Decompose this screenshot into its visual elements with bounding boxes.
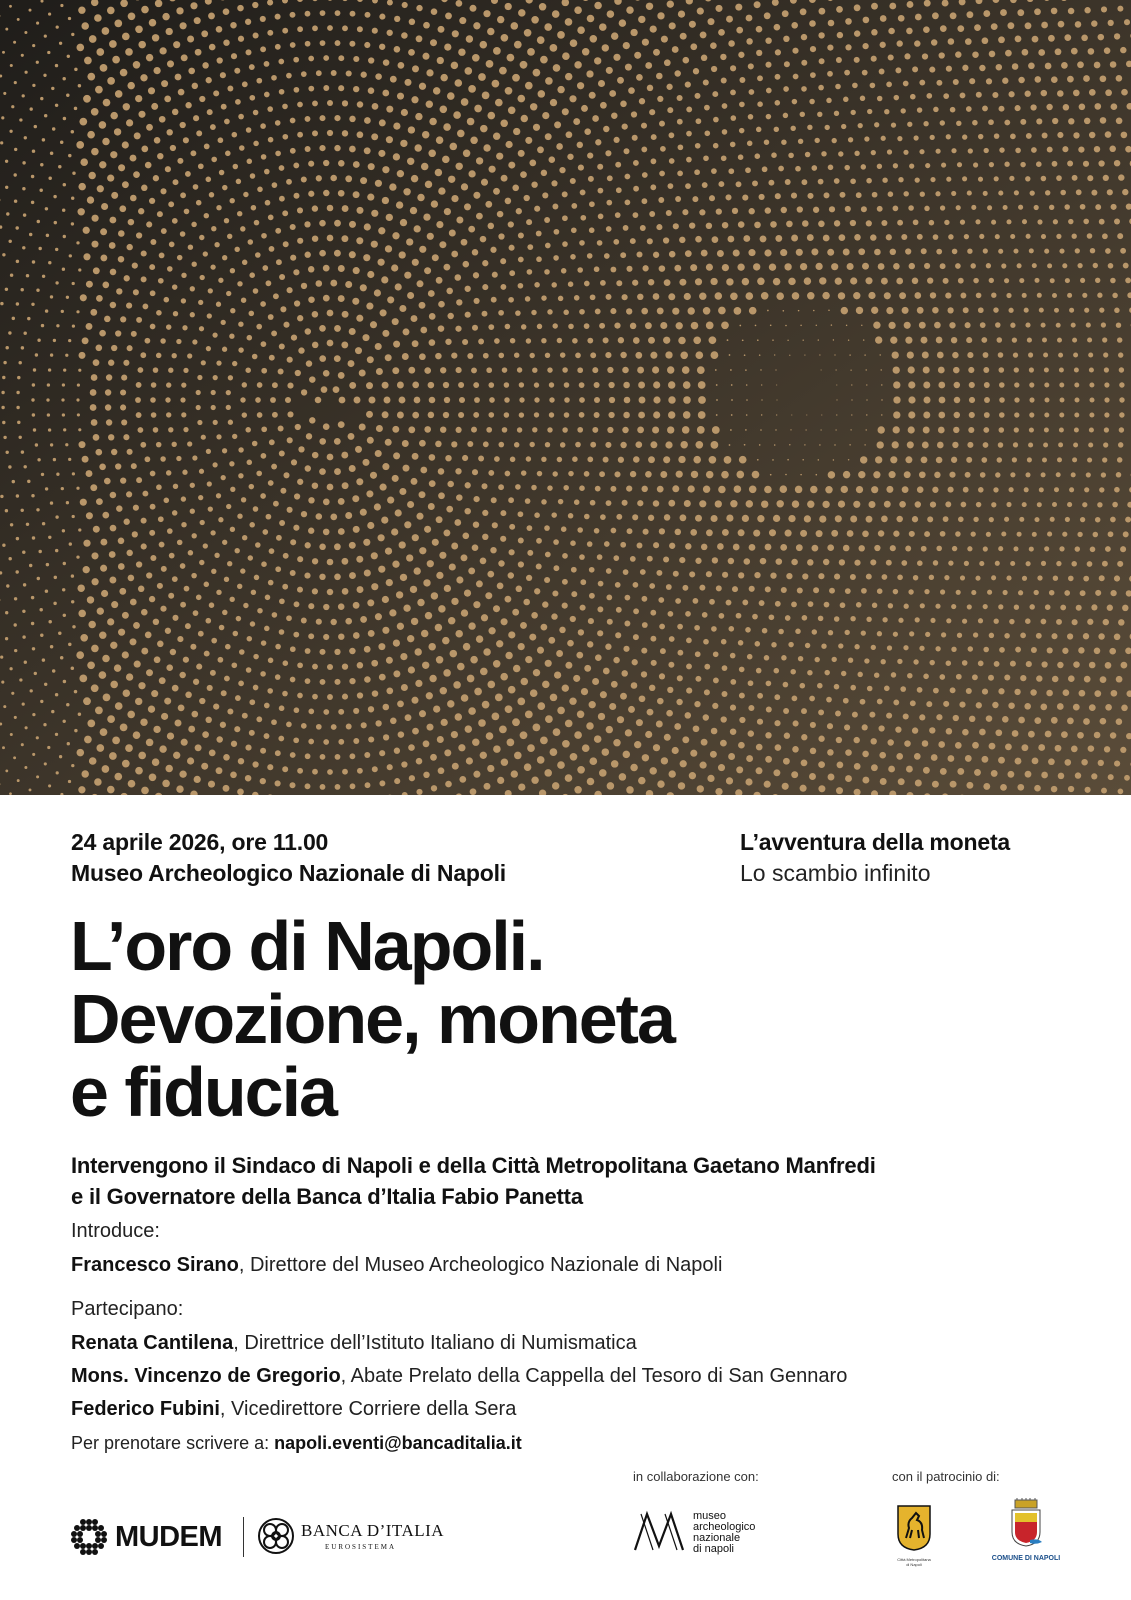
- series-title: L’avventura della moneta: [740, 829, 1011, 855]
- banca-italia-name: BANCA D’ITALIA: [301, 1521, 445, 1540]
- mann-logo: [633, 1510, 755, 1556]
- introducer: [71, 1254, 722, 1277]
- person-role: , Abate Prelato della Cappella del Tesoro di San Gennaro: [340, 1365, 848, 1387]
- main-title-line-1: L’oro di Napoli.: [70, 907, 544, 985]
- banca-italia-seal-icon: [256, 1516, 296, 1556]
- caption-line: di Napoli: [906, 1562, 922, 1567]
- banca-italia-wordmark: [301, 1521, 444, 1551]
- mann-mark-icon: [633, 1510, 691, 1556]
- main-title-line-3: e fiducia: [70, 1053, 336, 1131]
- banca-italia-subtitle: EUROSISTEMA: [325, 1543, 397, 1551]
- person-role: , Direttrice dell’Istituto Italiano di Numismatica: [233, 1332, 637, 1354]
- speakers-intro-line-1: Intervengono il Sindaco di Napoli e della Città Metropolitana Gaetano Manfredi: [71, 1153, 876, 1178]
- participant: [71, 1398, 516, 1421]
- introduce-label: Introduce:: [71, 1220, 160, 1242]
- booking-info: [71, 1433, 522, 1454]
- person-name: Mons. Vincenzo de Gregorio: [71, 1365, 341, 1387]
- speakers-intro-line-2: e il Governatore della Banca d’Italia Fabio Panetta: [71, 1184, 583, 1209]
- main-title-line-2: Devozione, moneta: [70, 980, 674, 1058]
- collaboration-label: in collaborazione con:: [633, 1469, 759, 1484]
- mann-line: museo: [693, 1510, 727, 1522]
- participant: [71, 1332, 637, 1355]
- participant: [71, 1365, 847, 1388]
- event-date: 24 aprile 2026, ore 11.00: [71, 829, 329, 855]
- person-role: , Direttore del Museo Archeologico Nazionale di Napoli: [238, 1254, 723, 1276]
- event-venue: Museo Archeologico Nazionale di Napoli: [71, 860, 506, 886]
- mudem-wordmark: MUDEM: [115, 1520, 223, 1553]
- comune-napoli-logo: [988, 1498, 1064, 1562]
- main-title: [70, 907, 674, 1131]
- comune-napoli-caption: COMUNE DI NAPOLI: [991, 1555, 1061, 1562]
- mudem-logo: [70, 1518, 222, 1556]
- citta-metropolitana-caption: [892, 1557, 936, 1567]
- citta-metropolitana-logo: [892, 1504, 936, 1567]
- banca-italia-logo: [256, 1516, 444, 1556]
- person-name: Federico Fubini: [71, 1398, 220, 1420]
- logo-divider: [243, 1517, 244, 1557]
- participants-label: Partecipano:: [71, 1298, 184, 1320]
- mann-line: nazionale: [693, 1532, 741, 1544]
- series-subtitle: Lo scambio infinito: [740, 860, 931, 886]
- mann-line: archeologico: [693, 1521, 756, 1533]
- mudem-icon: [70, 1518, 108, 1556]
- booking-text: Per prenotare scrivere a:: [71, 1433, 275, 1453]
- mann-wordmark: [693, 1511, 755, 1555]
- comune-crest-icon: [1008, 1498, 1044, 1548]
- mann-line: di napoli: [693, 1543, 734, 1555]
- person-name: Renata Cantilena: [71, 1332, 234, 1354]
- speakers-intro: [71, 1150, 876, 1212]
- horse-crest-icon: [896, 1504, 932, 1552]
- booking-email-link[interactable]: napoli.eventi@bancaditalia.it: [274, 1433, 522, 1453]
- caption-line: Città Metropolitana: [897, 1557, 931, 1562]
- person-role: , Vicedirettore Corriere della Sera: [219, 1398, 517, 1420]
- patronage-label: con il patrocinio di:: [892, 1469, 1000, 1484]
- person-name: Francesco Sirano: [71, 1254, 239, 1276]
- hero-dot-pattern: [0, 0, 1131, 795]
